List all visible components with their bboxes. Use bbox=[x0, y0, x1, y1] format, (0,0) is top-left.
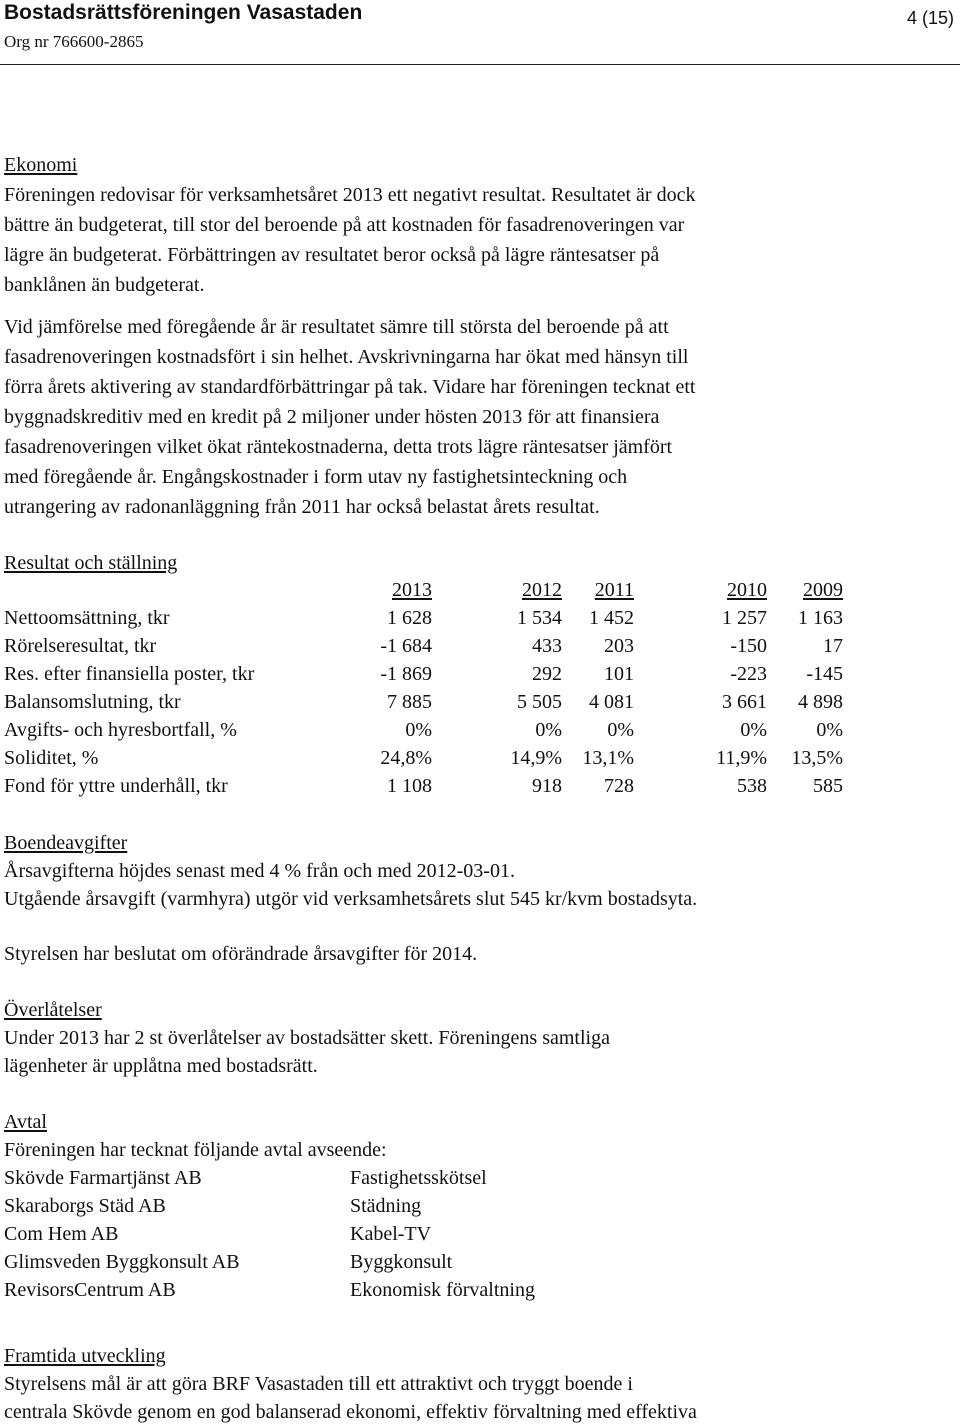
table-cell: 13,5% bbox=[791, 747, 843, 769]
contract-service: Byggkonsult bbox=[350, 1251, 453, 1273]
table-cell: 1 108 bbox=[387, 775, 432, 797]
table-row bbox=[4, 660, 843, 688]
table-cell: -1 684 bbox=[380, 635, 432, 657]
resultat-heading-block bbox=[4, 549, 934, 577]
table-cell: 0% bbox=[740, 719, 767, 741]
row-label: Rörelseresultat, tkr bbox=[4, 635, 157, 657]
year-header: 2010 bbox=[727, 579, 767, 601]
framtida-section bbox=[4, 1342, 934, 1426]
association-name: Bostadsrättsföreningen Vasastaden bbox=[4, 1, 363, 24]
header-divider bbox=[0, 64, 960, 65]
boendeavgifter-section bbox=[4, 829, 934, 913]
table-cell: 3 661 bbox=[722, 691, 767, 713]
table-cell: -150 bbox=[730, 635, 767, 657]
contract-service: Kabel-TV bbox=[350, 1223, 432, 1245]
table-row bbox=[4, 772, 843, 800]
table-cell: 918 bbox=[532, 775, 562, 797]
contract-service: Fastighetsskötsel bbox=[350, 1167, 487, 1189]
avtal-intro: Föreningen har tecknat följande avtal avseende: bbox=[4, 1139, 387, 1161]
ekonomi-heading: Ekonomi bbox=[4, 154, 78, 176]
table-cell: 585 bbox=[813, 775, 843, 797]
year-header: 2009 bbox=[803, 579, 843, 601]
contract-party: Com Hem AB bbox=[4, 1223, 119, 1245]
year-header: 2012 bbox=[522, 579, 562, 601]
list-item bbox=[4, 1248, 535, 1276]
table-cell: 24,8% bbox=[380, 747, 432, 769]
table-row bbox=[4, 604, 843, 632]
table-cell: 13,1% bbox=[582, 747, 634, 769]
table-cell: -223 bbox=[730, 663, 767, 685]
table-cell: 1 163 bbox=[798, 607, 843, 629]
list-item bbox=[4, 1276, 535, 1304]
boendeavgifter-heading: Boendeavgifter bbox=[4, 832, 128, 854]
text-line: Föreningen redovisar för verksamhetsåret 2013 ett negativt resultat. Resultatet är dock bbox=[4, 184, 696, 206]
table-cell: 5 505 bbox=[517, 691, 562, 713]
contract-service: Städning bbox=[350, 1195, 422, 1217]
text-line: lägenheter är upplåtna med bostadsrätt. bbox=[4, 1055, 318, 1077]
table-cell: 0% bbox=[405, 719, 432, 741]
text-line: fasadrenoveringen kostnadsfört i sin helhet. Avskrivningarna har ökat med hänsyn till bbox=[4, 346, 689, 368]
table-cell: 1 534 bbox=[517, 607, 562, 629]
ekonomi-paragraph-2 bbox=[4, 312, 934, 522]
text-line: Årsavgifterna höjdes senast med 4 % från och med 2012-03-01. bbox=[4, 860, 515, 882]
row-label: Fond för yttre underhåll, tkr bbox=[4, 775, 228, 797]
avtal-section bbox=[4, 1108, 934, 1164]
contract-party: Glimsveden Byggkonsult AB bbox=[4, 1251, 240, 1273]
overlatelser-heading: Överlåtelser bbox=[4, 999, 102, 1021]
table-cell: 4 081 bbox=[589, 691, 634, 713]
avtal-heading: Avtal bbox=[4, 1111, 47, 1133]
table-cell: 292 bbox=[532, 663, 562, 685]
page-indicator: 4 (15) bbox=[906, 8, 954, 28]
table-cell: 728 bbox=[604, 775, 634, 797]
financial-summary-table bbox=[4, 576, 843, 800]
text-line: Utgående årsavgift (varmhyra) utgör vid verksamhetsårets slut 545 kr/kvm bostadsyta. bbox=[4, 888, 698, 910]
table-cell: 0% bbox=[607, 719, 634, 741]
contract-list bbox=[4, 1164, 535, 1304]
text-line: lägre än budgeterat. Förbättringen av resultatet beror också på lägre räntesatser på bbox=[4, 244, 660, 266]
ekonomi-section bbox=[4, 150, 934, 300]
table-row bbox=[4, 744, 843, 772]
list-item bbox=[4, 1192, 535, 1220]
text-line: Vid jämförelse med föregående år är resultatet sämre till största del beroende på att bbox=[4, 316, 669, 338]
text-line: centrala Skövde genom en god balanserad ekonomi, effektiv förvaltning med effektiva bbox=[4, 1401, 697, 1423]
table-cell: 1 628 bbox=[387, 607, 432, 629]
table-cell: 0% bbox=[535, 719, 562, 741]
table-cell: 14,9% bbox=[510, 747, 562, 769]
row-label: Nettoomsättning, tkr bbox=[4, 607, 170, 629]
contract-party: RevisorsCentrum AB bbox=[4, 1279, 176, 1301]
table-row bbox=[4, 688, 843, 716]
text-line: Under 2013 har 2 st överlåtelser av bostadsätter skett. Föreningens samtliga bbox=[4, 1027, 610, 1049]
resultat-heading: Resultat och ställning bbox=[4, 552, 178, 574]
table-cell: 203 bbox=[604, 635, 634, 657]
avgift-decision bbox=[4, 940, 934, 968]
row-label: Res. efter finansiella poster, tkr bbox=[4, 663, 255, 685]
table-cell: -1 869 bbox=[380, 663, 432, 685]
ekonomi-paragraph-1 bbox=[4, 180, 934, 300]
table-cell: 7 885 bbox=[387, 691, 432, 713]
overlatelser-section bbox=[4, 996, 934, 1080]
row-label: Avgifts- och hyresbortfall, % bbox=[4, 719, 237, 741]
text-line: med föregående år. Engångskostnader i form utav ny fastighetsinteckning och bbox=[4, 466, 628, 488]
table-row bbox=[4, 716, 843, 744]
list-item bbox=[4, 1220, 535, 1248]
text-line: bättre än budgeterat, till stor del beroende på att kostnaden för fasadrenoveringen var bbox=[4, 214, 685, 236]
framtida-heading: Framtida utveckling bbox=[4, 1345, 166, 1367]
table-cell: 101 bbox=[604, 663, 634, 685]
list-item bbox=[4, 1164, 535, 1192]
table-cell: 433 bbox=[532, 635, 562, 657]
text-line: förra årets aktivering av standardförbättringar på tak. Vidare har föreningen tecknat ett bbox=[4, 376, 696, 398]
table-header-row bbox=[4, 576, 843, 604]
text-line: Styrelsens mål är att göra BRF Vasastaden till ett attraktivt och tryggt boende i bbox=[4, 1373, 633, 1395]
table-cell: 1 452 bbox=[589, 607, 634, 629]
text-line: utrangering av radonanläggning från 2011 har också belastat årets resultat. bbox=[4, 496, 600, 518]
table-row bbox=[4, 632, 843, 660]
text-line: byggnadskreditiv med en kredit på 2 miljoner under hösten 2013 för att finansiera bbox=[4, 406, 660, 428]
table-cell: 1 257 bbox=[722, 607, 767, 629]
table-cell: -145 bbox=[806, 663, 843, 685]
row-label: Soliditet, % bbox=[4, 747, 99, 769]
contract-party: Skaraborgs Städ AB bbox=[4, 1195, 166, 1217]
text-line: banklånen än budgeterat. bbox=[4, 274, 205, 296]
table-cell: 4 898 bbox=[798, 691, 843, 713]
text-line: Styrelsen har beslutat om oförändrade årsavgifter för 2014. bbox=[4, 943, 478, 965]
contract-service: Ekonomisk förvaltning bbox=[350, 1279, 535, 1301]
table-cell: 17 bbox=[823, 635, 843, 657]
table-cell: 538 bbox=[737, 775, 767, 797]
row-label: Balansomslutning, tkr bbox=[4, 691, 181, 713]
contract-party: Skövde Farmartjänst AB bbox=[4, 1167, 202, 1189]
year-header: 2011 bbox=[594, 579, 634, 601]
table-cell: 0% bbox=[816, 719, 843, 741]
org-number: Org nr 766600-2865 bbox=[4, 32, 144, 51]
year-header: 2013 bbox=[392, 579, 432, 601]
text-line: fasadrenoveringen vilket ökat räntekostnaderna, detta trots lägre räntesatser jämfört bbox=[4, 436, 673, 458]
table-cell: 11,9% bbox=[716, 747, 767, 769]
